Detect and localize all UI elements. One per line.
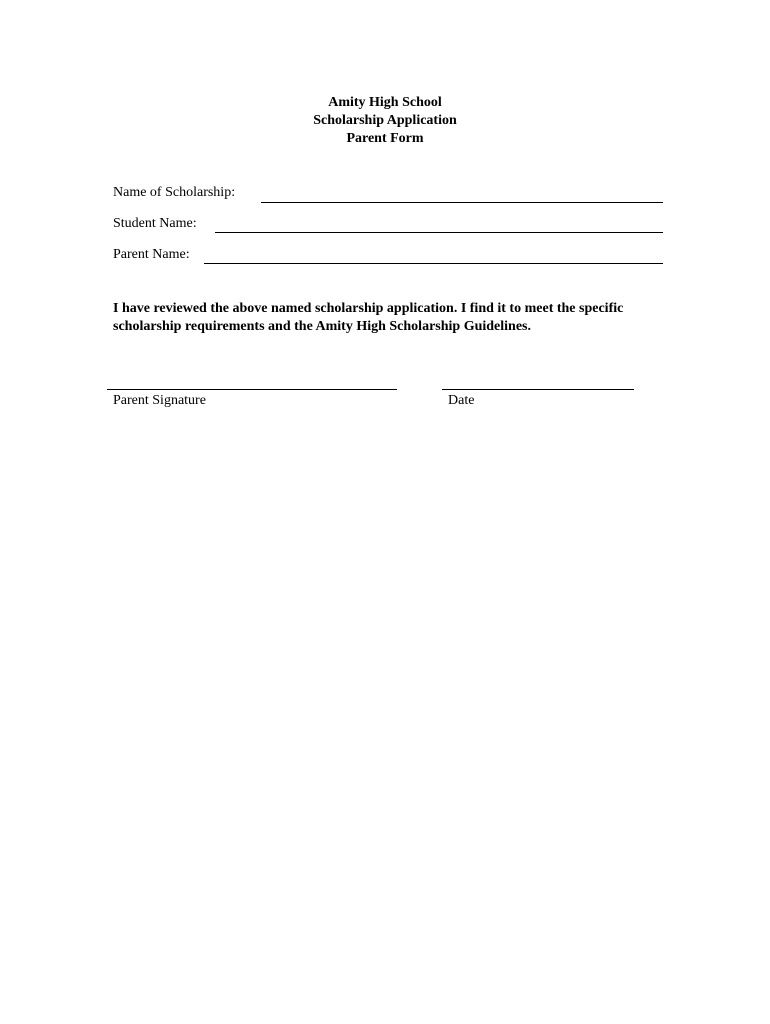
- date-field[interactable]: [442, 389, 634, 390]
- form-title: Scholarship Application: [313, 113, 457, 128]
- scholarship-name-label: Name of Scholarship:: [113, 185, 236, 200]
- scholarship-name-field[interactable]: [261, 202, 663, 203]
- certification-statement: I have reviewed the above named scholarship application. I find it to meet the specific scholarship requirements and the Amity High Scholarship Guidelines.: [113, 301, 624, 334]
- form-subtitle: Parent Form: [346, 131, 424, 146]
- parent-signature-label: Parent Signature: [113, 393, 206, 408]
- form-heading: [0, 94, 770, 148]
- student-name-label: Student Name:: [113, 216, 197, 231]
- school-name: Amity High School: [328, 95, 442, 110]
- student-name-field[interactable]: [215, 232, 663, 233]
- parent-name-label: Parent Name:: [113, 247, 190, 262]
- parent-name-field[interactable]: [204, 263, 663, 264]
- date-label: Date: [448, 393, 475, 408]
- parent-signature-field[interactable]: [107, 389, 397, 390]
